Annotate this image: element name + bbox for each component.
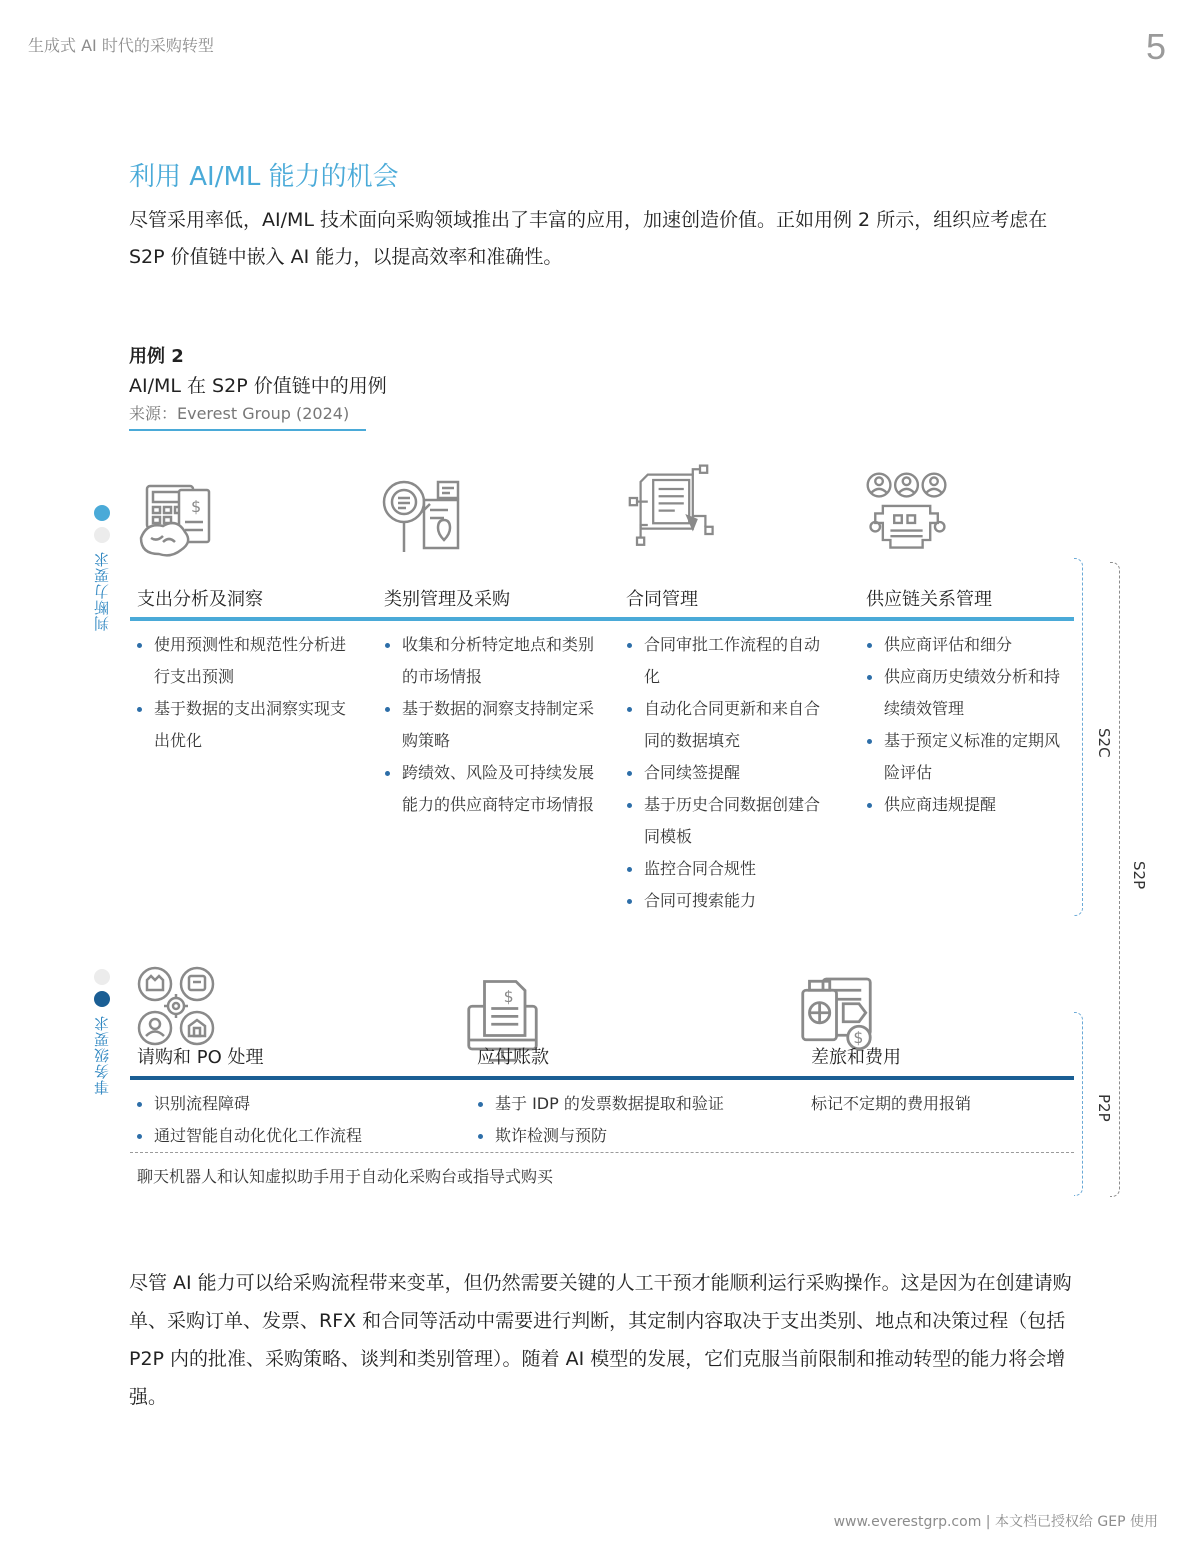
p2p-col-title-requisition: 请购和 PO 处理 (137, 1047, 264, 1068)
list-item: 基于数据的洞察支持制定采购策略 (384, 693, 602, 757)
list-item: 供应商违规提醒 (866, 789, 1066, 821)
page-number: 5 (1146, 26, 1167, 67)
figure-source: 来源：Everest Group (2024) (129, 404, 350, 423)
list-item: 合同可搜索能力 (626, 885, 826, 917)
list-item: 供应商历史绩效分析和持续绩效管理 (866, 661, 1066, 725)
list-item: 收集和分析特定地点和类别的市场情报 (384, 629, 602, 693)
judgment-dot-active (94, 505, 110, 521)
transactional-dot-inactive (94, 969, 110, 985)
list-item: 使用预测性和规范性分析进行支出预测 (136, 629, 356, 693)
figure-underline (129, 429, 366, 431)
s2c-list-supplier (866, 629, 1066, 821)
s2c-list-spend (136, 629, 356, 757)
p2p-divider-bar (130, 1076, 1074, 1080)
s2c-bracket (1074, 558, 1083, 916)
s2c-col-title-category: 类别管理及采购 (384, 589, 510, 610)
s2p-bracket (1110, 562, 1120, 1197)
p2p-list-payable (477, 1088, 787, 1152)
category-sourcing-icon (378, 472, 468, 562)
figure-label: 用例 2 (129, 346, 184, 367)
figure-caption: AI/ML 在 S2P 价值链中的用例 (129, 375, 387, 397)
requisition-po-icon (133, 962, 223, 1052)
footer-url[interactable]: www.everestgrp.com (833, 1514, 982, 1530)
svg-text:$: $ (503, 986, 514, 1006)
list-item: 合同审批工作流程的自动化 (626, 629, 826, 693)
p2p-bracket-label: P2P (1095, 1094, 1113, 1122)
s2p-bracket-label: S2P (1130, 861, 1148, 890)
list-item: 识别流程障碍 (136, 1088, 456, 1120)
intro-paragraph: 尽管采用率低，AI/ML 技术面向采购领域推出了丰富的应用，加速创造价值。正如用例 2 所示，组织应考虑在 S2P 价值链中嵌入 AI 能力，以提高效率和准确性。 (129, 209, 1048, 268)
p2p-footer-note: 聊天机器人和认知虚拟助手用于自动化采购台或指导式购买 (137, 1167, 554, 1186)
s2c-col-title-contract: 合同管理 (626, 589, 698, 610)
supplier-relationship-icon (862, 468, 952, 558)
list-item: 供应商评估和细分 (866, 629, 1066, 661)
section-title: 利用 AI/ML 能力的机会 (129, 162, 399, 192)
document-title: 生成式 AI 时代的采购转型 (28, 36, 214, 55)
p2p-list-requisition (136, 1088, 456, 1152)
list-item: 通过智能自动化优化工作流程 (136, 1120, 456, 1152)
list-item: 欺诈检测与预防 (477, 1120, 787, 1152)
list-item: 基于历史合同数据创建合同模板 (626, 789, 826, 853)
footer-license: | 本文档已授权给 GEP 使用 (981, 1514, 1158, 1530)
p2p-col-title-payable: 应付账款 (477, 1047, 549, 1068)
transactional-side-label: 事务级要求 (93, 1015, 111, 1095)
outro-paragraph: 尽管 AI 能力可以给采购流程带来变革，但仍然需要关键的人工干预才能顺利运行采购操作。这是因为在创建请购单、采购订单、发票、RFX 和合同等活动中需要进行判断，其定制内容取决于支出类别、地点和决策过程（包括 P2P 内的批准、采购策略、谈判和类别管理）。随着 AI 模型的发展，它们克服当前限制和推动转型的能力将会增强。 (129, 1272, 1072, 1408)
p2p-dashed-divider (130, 1152, 1074, 1153)
contract-management-icon (628, 462, 718, 552)
s2c-bracket-label: S2C (1095, 728, 1113, 758)
svg-text:$: $ (191, 497, 202, 516)
spend-analysis-icon (133, 472, 223, 562)
footer (834, 1511, 1158, 1531)
list-item: 监控合同合规性 (626, 853, 826, 885)
p2p-col-title-travel: 差旅和费用 (811, 1047, 901, 1068)
list-item: 基于预定义标准的定期风险评估 (866, 725, 1066, 789)
s2c-list-category (384, 629, 602, 821)
s2c-list-contract (626, 629, 826, 917)
transactional-dot-active (94, 991, 110, 1007)
judgment-dot-inactive (94, 527, 110, 543)
list-item: 合同续签提醒 (626, 757, 826, 789)
list-item: 基于数据的支出洞察实现支出优化 (136, 693, 356, 757)
s2c-col-title-spend: 支出分析及洞察 (137, 589, 263, 610)
list-item: 自动化合同更新和来自合同的数据填充 (626, 693, 826, 757)
list-item: 跨绩效、风险及可持续发展能力的供应商特定市场情报 (384, 757, 602, 821)
s2c-divider-bar (130, 617, 1074, 621)
p2p-travel-text: 标记不定期的费用报销 (811, 1094, 972, 1113)
p2p-bracket (1074, 1012, 1083, 1196)
svg-text:$: $ (853, 1028, 864, 1048)
s2c-col-title-supplier: 供应链关系管理 (866, 589, 992, 610)
judgment-side-label: 判断力要求 (93, 551, 111, 631)
list-item: 基于 IDP 的发票数据提取和验证 (477, 1088, 787, 1120)
